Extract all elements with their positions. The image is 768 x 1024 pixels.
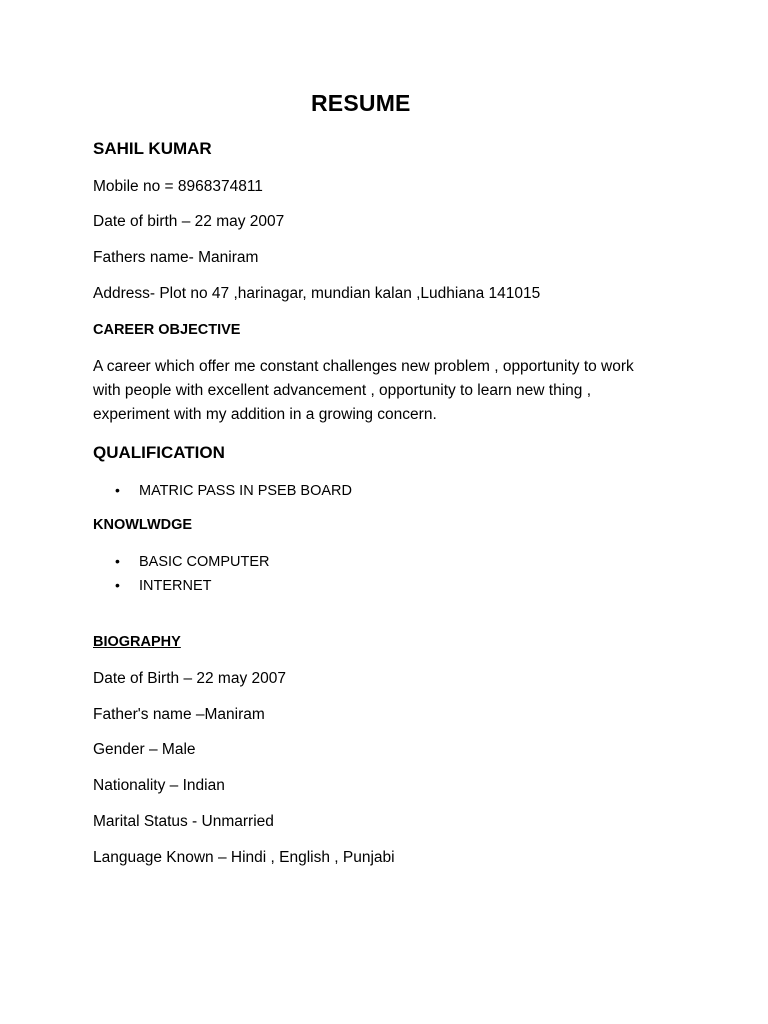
bio-gender-line: Gender – Male: [93, 741, 196, 758]
bullet-icon: •: [115, 577, 120, 593]
bio-marital-line: Marital Status - Unmarried: [93, 813, 274, 830]
biography-heading: BIOGRAPHY: [93, 634, 181, 650]
dob-line: Date of birth – 22 may 2007: [93, 213, 285, 230]
knowledge-item-label: BASIC COMPUTER: [139, 554, 270, 570]
page-title: RESUME: [311, 90, 411, 116]
bio-languages-line: Language Known – Hindi , English , Punjabi: [93, 849, 395, 866]
bio-dob-line: Date of Birth – 22 may 2007: [93, 670, 287, 687]
candidate-name: SAHIL KUMAR: [93, 139, 212, 158]
qualification-item-label: MATRIC PASS IN PSEB BOARD: [139, 483, 352, 499]
bullet-icon: •: [115, 553, 120, 569]
career-objective-heading: CAREER OBJECTIVE: [93, 322, 241, 338]
father-name-line: Fathers name- Maniram: [93, 249, 259, 266]
bio-father-line: Father's name –Maniram: [93, 706, 265, 723]
qualification-heading: QUALIFICATION: [93, 443, 225, 462]
bullet-icon: •: [115, 482, 120, 498]
knowledge-item: [115, 577, 212, 594]
knowledge-heading: KNOWLWDGE: [93, 517, 193, 533]
address-line: Address- Plot no 47 ,harinagar, mundian kalan ,Ludhiana 141015: [93, 285, 541, 302]
qualification-item: [115, 482, 352, 499]
knowledge-item: [115, 553, 270, 570]
bio-nationality-line: Nationality – Indian: [93, 777, 225, 794]
mobile-line: Mobile no = 8968374811: [93, 178, 263, 195]
knowledge-item-label: INTERNET: [139, 578, 212, 594]
career-objective-text: A career which offer me constant challenges new problem , opportunity to work with people with excellent advancement , opportunity to learn new thing , experiment with my addition in a growing concern.: [93, 358, 634, 423]
